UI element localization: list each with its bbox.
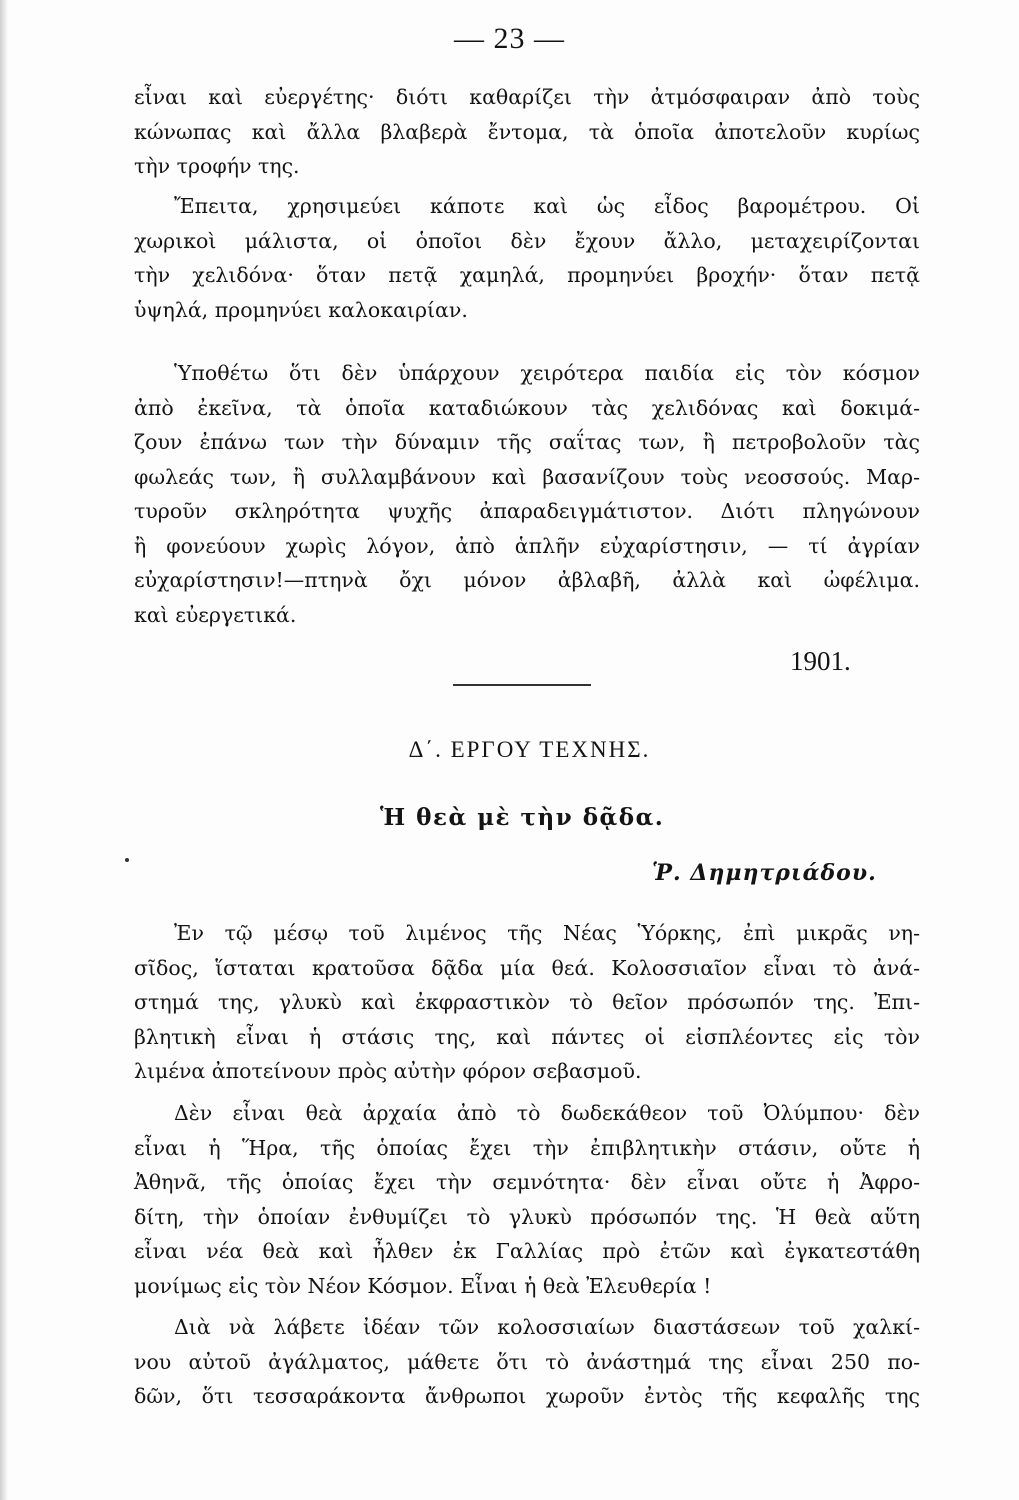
text-line: δῶν, ὅτι τεσσαράκοντα ἄνθρωποι χωροῦν ἐντὸς τῆς κεφαλῆς της [134, 1384, 920, 1408]
article-title: Ἡ θεὰ μὲ τὴν δᾷδα. [380, 804, 665, 831]
text-line: εὐχαρίστησιν!—πτηνὰ ὄχι μόνον ἀβλαβῆ, ἀλλὰ καὶ ὠφέλιμα. [134, 568, 920, 592]
text-line: ἢ φονεύουν χωρὶς λόγον, ἀπὸ ἁπλῆν εὐχαρίστησιν, — τί ἀγρίαν [134, 533, 920, 558]
text-line: Ἔπειτα, χρησιμεύει κάποτε καὶ ὡς εἶδος βαρομέτρου. Οἱ [174, 194, 920, 218]
date-year: 1901. [790, 646, 851, 676]
text-line: Ὑποθέτω ὅτι δὲν ὑπάρχουν χειρότερα παιδία εἰς τὸν κόσμον [174, 361, 920, 385]
text-line: βλητικὴ εἶναι ἡ στάσις της, καὶ πάντες οἱ εἰσπλέοντες εἰς τὸν [134, 1024, 920, 1049]
paragraph-2 [134, 189, 920, 327]
text-line: μονίμως εἰς τὸν Νέον Κόσμον. Εἶναι ἡ θεὰ Ἐλευθερία ! [134, 1273, 712, 1298]
text-line: καὶ εὐεργετικά. [134, 602, 297, 627]
text-line: χωρικοὶ μάλιστα, οἱ ὁποῖοι δὲν ἔχουν ἄλλο, μεταχειρίζονται [134, 228, 920, 253]
text-line: εἶναι καὶ εὐεργέτης· διότι καθαρίζει τὴν ἀτμόσφαιραν ἀπὸ τοὺς [134, 85, 920, 109]
text-line: ὑψηλά, προμηνύει καλοκαιρίαν. [134, 297, 468, 322]
text-line: τυροῦν σκληρότητα ψυχῆς ἀπαραδειγμάτιστον. Διότι πληγώνουν [134, 499, 920, 523]
text-line: κώνωπας καὶ ἄλλα βλαβερὰ ἔντομα, τὰ ὁποῖα ἀποτελοῦν κυρίως [134, 119, 920, 144]
text-line: Δὲν εἶναι θεὰ ἀρχαία ἀπὸ τὸ δωδεκάθεον τοῦ Ὀλύμπου· δὲν [174, 1101, 920, 1125]
text-line: ἀπὸ ἐκεῖνα, τὰ ὁποῖα καταδιώκουν τὰς χελιδόνας καὶ δοκιμά- [134, 395, 920, 420]
text-line: τὴν τροφήν της. [134, 154, 300, 178]
text-line: νου αὐτοῦ ἀγάλματος, μάθετε ὅτι τὸ ἀνάστημά της εἶναι 250 πο- [134, 1349, 920, 1374]
page-number: — 23 — [454, 22, 565, 55]
text-line: εἶναι ἡ Ἥρα, τῆς ὁποίας ἔχει τὴν ἐπιβλητικὴν στάσιν, οὔτε ἡ [134, 1135, 920, 1160]
text-line: Διὰ νὰ λάβετε ἰδέαν τῶν κολοσσιαίων διαστάσεων τοῦ χαλκί- [174, 1315, 920, 1339]
paragraph-5 [134, 1096, 920, 1303]
paragraph-3 [134, 356, 920, 632]
text-line: Ἀθηνᾶ, τῆς ὁποίας ἔχει τὴν σεμνότητα· δὲν εἶναι οὔτε ἡ Ἀφρο- [134, 1170, 920, 1194]
article-author: Ῥ. Δημητριάδου. [652, 860, 877, 886]
section-divider [453, 684, 591, 686]
text-line: στημά της, γλυκὺ καὶ ἐκφραστικὸν τὸ θεῖον πρόσωπόν της. Ἐπι- [134, 990, 920, 1014]
text-line: λιμένα ἀποτείνουν πρὸς αὐτὴν φόρον σεβασμοῦ. [134, 1059, 642, 1083]
text-line: εἶναι νέα θεὰ καὶ ἦλθεν ἐκ Γαλλίας πρὸ ἐτῶν καὶ ἐγκατεστάθη [134, 1239, 920, 1263]
section-heading: Δ΄. ΕΡΓΟΥ ΤΕΧΝΗΣ. [408, 737, 651, 762]
paragraph-6 [134, 1310, 920, 1414]
text-line: τὴν χελιδόνα· ὅταν πετᾷ χαμηλά, προμηνύει βροχήν· ὅταν πετᾷ [134, 263, 920, 287]
text-line: φωλεάς των, ἢ συλλαμβάνουν καὶ βασανίζουν τοὺς νεοσσούς. Μαρ- [134, 464, 920, 489]
text-line: σῖδος, ἵσταται κρατοῦσα δᾷδα μία θεά. Κολοσσιαῖον εἶναι τὸ ἀνά- [134, 955, 920, 980]
text-line: δίτη, τὴν ὁποίαν ἐνθυμίζει τὸ γλυκὺ πρόσωπόν της. Ἡ θεὰ αὕτη [134, 1204, 920, 1229]
paragraph-1 [134, 80, 920, 184]
print-speck [125, 858, 129, 862]
text-line: ζουν ἐπάνω των τὴν δύναμιν τῆς σαΐτας των, ἢ πετροβολοῦν τὰς [134, 430, 920, 454]
text-line: Ἐν τῷ μέσῳ τοῦ λιμένος τῆς Νέας Ὑόρκης, ἐπὶ μικρᾶς νη- [174, 921, 920, 945]
paragraph-4 [134, 916, 920, 1089]
